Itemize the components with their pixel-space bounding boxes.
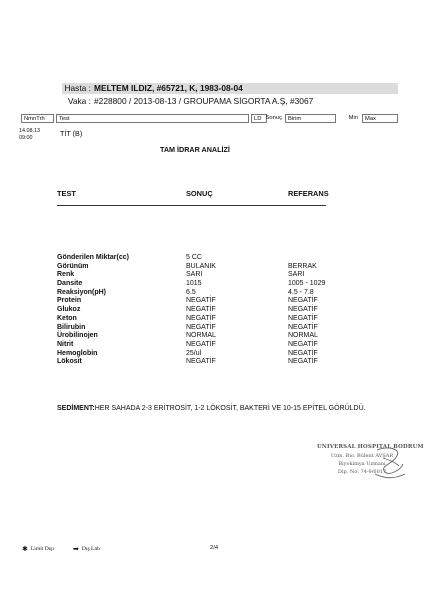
stamp-title: Biyokimya Uzmanı <box>338 461 386 467</box>
test-reference: 4.5 - 7.8 <box>288 288 314 296</box>
result-row <box>57 315 357 324</box>
stamp-diploma: Dip. No: 74-9/6017 <box>337 469 387 475</box>
result-row <box>57 324 357 333</box>
sample-timestamp <box>19 128 40 141</box>
test-reference: NEGATİF <box>288 358 318 366</box>
result-row <box>57 271 357 280</box>
test-value: NEGATİF <box>186 340 216 348</box>
test-reference: 1005 - 1029 <box>288 280 326 288</box>
test-value: BULANIK <box>186 262 216 270</box>
result-row <box>57 341 357 350</box>
col-ld: LD <box>251 114 267 123</box>
test-name: Hemoglobin <box>57 349 98 357</box>
legend-limit-disi-label: Limit Dışı <box>30 546 55 552</box>
header-referans: REFERANS <box>288 189 329 198</box>
test-code: TİT (B) <box>60 129 83 138</box>
col-test: Test <box>56 114 249 123</box>
hasta-value: MELTEM ILDIZ, #65721, K, 1983-08-04 <box>94 83 243 93</box>
sediment-note <box>57 405 366 412</box>
test-value: 1015 <box>186 280 202 288</box>
test-name: Renk <box>57 271 75 279</box>
column-header-bar <box>21 114 398 125</box>
test-value: 5 CC <box>186 254 202 261</box>
arrow-right-icon: ➡ <box>73 545 79 553</box>
test-name: Gönderilen Miktar(cc) <box>57 254 129 261</box>
col-min: Min <box>348 115 358 121</box>
test-value: NEGATİF <box>186 323 216 331</box>
result-row <box>57 358 357 367</box>
asterisk-icon: ✱ <box>22 545 28 553</box>
test-reference: BERRAK <box>288 262 317 270</box>
test-name: Glukoz <box>57 306 81 314</box>
test-name: Nitrit <box>57 340 74 348</box>
sediment-label: SEDİMENT: <box>57 405 95 412</box>
test-reference: NEGATİF <box>288 340 318 348</box>
test-value: NEGATİF <box>186 297 216 305</box>
test-value: NORMAL <box>186 332 216 340</box>
stamp-doctor: Uzm. Bio. Bülent AVŞAR <box>330 453 394 459</box>
patient-hasta-row <box>62 83 398 94</box>
test-value: 25/ul <box>186 349 202 357</box>
vaka-value: #228800 / 2013-08-13 / GROUPAMA SİGORTA A.Ş, #3067 <box>94 96 314 106</box>
test-reference: NEGATİF <box>288 349 318 357</box>
header-test: TEST <box>57 189 76 198</box>
test-name: Görünüm <box>57 262 89 270</box>
stamp-hospital: UNIVERSAL HOSPITAL BODRUM <box>317 444 424 450</box>
header-sonuc: SONUÇ <box>186 189 213 198</box>
test-name: Reaksiyon(pH) <box>57 288 107 296</box>
legend-dis-lab <box>73 545 100 553</box>
test-name: Ürobilinojen <box>57 332 98 340</box>
test-value: NEGATİF <box>186 306 216 314</box>
hasta-label: Hasta : <box>64 83 91 93</box>
sample-date: 14.08.13 <box>19 128 40 134</box>
sediment-text: HER SAHADA 2-3 ERİTROSİT, 1-2 LÖKOSİT, BAKTERİ VE 10-15 EPİTEL GÖRÜLDÜ. <box>94 405 366 412</box>
result-row <box>57 263 357 272</box>
test-name: Lökosit <box>57 358 82 366</box>
test-value: 6.5 <box>186 288 196 296</box>
result-row <box>57 280 357 289</box>
col-sonuc: Sonuç <box>265 115 282 121</box>
report-title: TAM İDRAR ANALİZİ <box>160 145 230 154</box>
test-reference: NORMAL <box>288 332 318 340</box>
test-name: Dansite <box>57 280 83 288</box>
result-row <box>57 306 357 315</box>
test-reference: SARI <box>288 271 305 279</box>
test-name: Bilirubin <box>57 323 86 331</box>
test-reference: NEGATİF <box>288 314 318 322</box>
test-reference: NEGATİF <box>288 323 318 331</box>
result-row <box>57 332 357 341</box>
vaka-label: Vaka : <box>67 96 91 106</box>
test-name: Protein <box>57 297 82 305</box>
col-max: Max <box>362 114 398 123</box>
test-value: SARI <box>186 271 203 279</box>
signature-stamp <box>317 444 424 486</box>
test-reference: NEGATİF <box>288 297 318 305</box>
results-table <box>57 254 357 367</box>
col-birim: Birim <box>285 114 336 123</box>
result-row <box>57 297 357 306</box>
result-row <box>57 254 357 263</box>
sample-time: 09:00 <box>19 134 33 141</box>
handwritten-signature <box>317 444 424 486</box>
test-name: Keton <box>57 314 77 322</box>
test-value: NEGATİF <box>186 358 216 366</box>
test-value: NEGATİF <box>186 314 216 322</box>
col-nmntrh: NmnTrh <box>21 114 54 123</box>
legend-dis-lab-label: Dış Lab <box>81 546 100 552</box>
patient-vaka-row <box>62 96 313 107</box>
result-row <box>57 350 357 359</box>
page-number: 2/4 <box>210 545 219 551</box>
header-rule <box>57 205 326 206</box>
test-reference: NEGATİF <box>288 306 318 314</box>
legend-limit-disi <box>22 545 54 553</box>
